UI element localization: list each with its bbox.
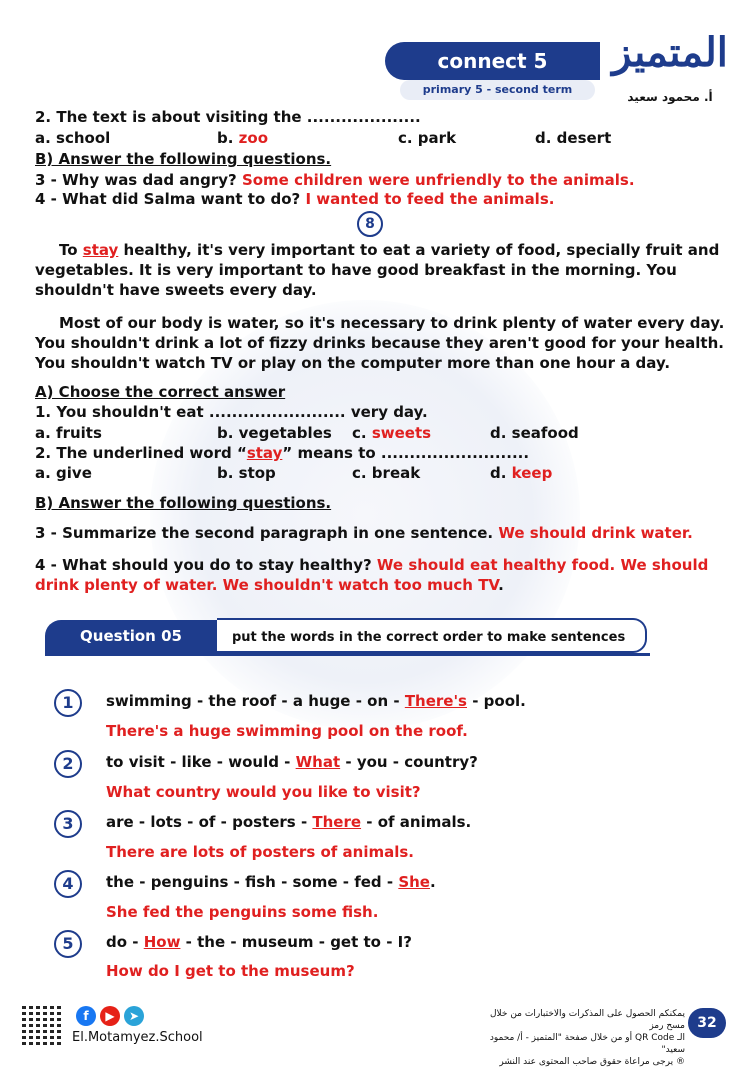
mcq-2-start: 2. The underlined word “: [35, 444, 247, 462]
question-3: [35, 171, 635, 189]
mcq-2-option-b: b. stop: [217, 464, 276, 482]
option-b-letter: b.: [217, 129, 234, 147]
question-4-answer: I wanted to feed the animals.: [305, 190, 555, 208]
brand-logo: المتميز: [612, 29, 728, 76]
section-number: 8: [357, 211, 383, 237]
mcq-2-word: stay: [246, 444, 283, 462]
item-4-pre: the - penguins - fish - some - fed -: [106, 873, 399, 891]
section-b-heading-2: B) Answer the following questions.: [35, 494, 332, 512]
question-05-divider: [45, 653, 650, 656]
item-number-4: 4: [54, 870, 82, 898]
item-3-pre: are - lots - of - posters -: [106, 813, 313, 831]
term-label: primary 5 - second term: [400, 80, 595, 100]
question-4: [35, 190, 554, 208]
item-3-answer: There are lots of posters of animals.: [106, 843, 414, 861]
option-b: [217, 129, 268, 147]
question-3-answer: Some children were unfriendly to the animals.: [241, 171, 635, 189]
mcq-1-answer: sweets: [371, 424, 432, 442]
item-3-post: - of animals.: [361, 813, 472, 831]
question-2: 2. The text is about visiting the ....................: [35, 108, 421, 126]
option-a: a. school: [35, 129, 111, 147]
item-5-answer: How do I get to the museum?: [106, 962, 355, 980]
item-2-words: [106, 753, 478, 771]
footer-site-name: El.Motamyez.School: [72, 1030, 203, 1045]
p1-rest: healthy, it's very important to eat a variety of food, specially fruit and vegetables. It is very important to have good breakfast in the morning. You shouldn't have sweets every day.: [35, 241, 720, 299]
item-4-key: She: [398, 873, 430, 891]
item-1-pre: swimming - the roof - a huge - on -: [106, 692, 405, 710]
question-3-summary-answer: We should drink water.: [498, 524, 693, 542]
mcq-1-option-a: a. fruits: [35, 424, 102, 442]
item-number-5: 5: [54, 930, 82, 958]
question-4-text: 4 - What did Salma want to do?: [35, 190, 301, 208]
item-1-answer: There's a huge swimming pool on the roof.: [106, 722, 468, 740]
item-1-post: - pool.: [467, 692, 526, 710]
mcq-2: [35, 444, 529, 462]
author-name: أ. محمود سعيد: [627, 90, 713, 104]
mcq-1-option-b: b. vegetables: [217, 424, 332, 442]
mcq-2-end: ” means to ..........................: [282, 444, 530, 462]
question-4-healthy-text: 4 - What should you do to stay healthy?: [35, 556, 372, 574]
item-5-key: How: [143, 933, 181, 951]
page-number: 32: [688, 1008, 726, 1038]
book-title: connect 5: [385, 42, 600, 80]
item-5-post: - the - museum - get to - I?: [180, 933, 412, 951]
mcq-2-option-d-letter: d.: [490, 464, 507, 482]
qr-code-pattern: [22, 1003, 64, 1045]
item-5-words: [106, 933, 412, 951]
question-05-instruction: put the words in the correct order to make sentences: [217, 618, 647, 653]
footer-notice-line-1: يمكنكم الحصول على المذكرات والاختبارات من خلال مسح رمز: [490, 1009, 685, 1031]
item-3-key: There: [312, 813, 362, 831]
telegram-icon[interactable]: ➤: [124, 1006, 144, 1026]
question-05-label: Question 05: [45, 620, 217, 653]
youtube-icon[interactable]: ▶: [100, 1006, 120, 1026]
question-3-text: 3 - Why was dad angry?: [35, 171, 237, 189]
question-4-healthy-end: .: [498, 576, 504, 594]
mcq-2-option-c: c. break: [352, 464, 421, 482]
item-2-post: - you - country?: [340, 753, 478, 771]
facebook-icon[interactable]: f: [76, 1006, 96, 1026]
mcq-1-option-d: d. seafood: [490, 424, 579, 442]
footer-notice-line-3: ® يرجى مراعاة حقوق صاحب المحتوى عند النشر: [499, 1057, 685, 1067]
mcq-2-option-a: a. give: [35, 464, 92, 482]
p1-start: To: [59, 241, 83, 259]
section-b-heading: B) Answer the following questions.: [35, 150, 332, 168]
item-4-words: [106, 873, 436, 891]
section-a-heading: A) Choose the correct answer: [35, 383, 286, 401]
reading-paragraph-1: [35, 240, 725, 300]
item-2-answer: What country would you like to visit?: [106, 783, 421, 801]
item-2-key: What: [295, 753, 341, 771]
item-4-post: .: [429, 873, 436, 891]
mcq-1: 1. You shouldn't eat ........................ very day.: [35, 403, 428, 421]
footer-notice: [470, 1008, 685, 1068]
option-d: d. desert: [535, 129, 612, 147]
item-5-pre: do -: [106, 933, 144, 951]
mcq-2-option-d: [490, 464, 552, 482]
reading-paragraph-2: Most of our body is water, so it's necessary to drink plenty of water every day. You shouldn't drink a lot of fizzy drinks because they aren't good for your health. You shouldn't watch TV or play on the computer more than one hour a day.: [35, 314, 725, 372]
question-3-summary: [35, 524, 693, 542]
mcq-1-option-c: [352, 424, 431, 442]
item-4-answer: She fed the penguins some fish.: [106, 903, 379, 921]
item-number-1: 1: [54, 689, 82, 717]
item-number-2: 2: [54, 750, 82, 778]
option-b-answer: zoo: [238, 129, 269, 147]
question-4-healthy: [35, 555, 725, 595]
item-1-words: [106, 692, 526, 710]
question-3-summary-text: 3 - Summarize the second paragraph in one sentence.: [35, 524, 494, 542]
mcq-1-option-c-letter: c.: [352, 424, 367, 442]
item-2-pre: to visit - like - would -: [106, 753, 296, 771]
underlined-word: stay: [82, 241, 119, 259]
footer-notice-line-2: الـ QR Code أو من خلال صفحة "المتميز - أ/ محمود سعيد": [489, 1033, 685, 1055]
option-c: c. park: [398, 129, 457, 147]
item-3-words: [106, 813, 471, 831]
item-1-key: There's: [404, 692, 467, 710]
item-number-3: 3: [54, 810, 82, 838]
question-4-healthy-answer: We should eat healthy food. We should drink plenty of water. We shouldn't watch too much TV: [35, 556, 709, 594]
mcq-2-answer: keep: [511, 464, 553, 482]
